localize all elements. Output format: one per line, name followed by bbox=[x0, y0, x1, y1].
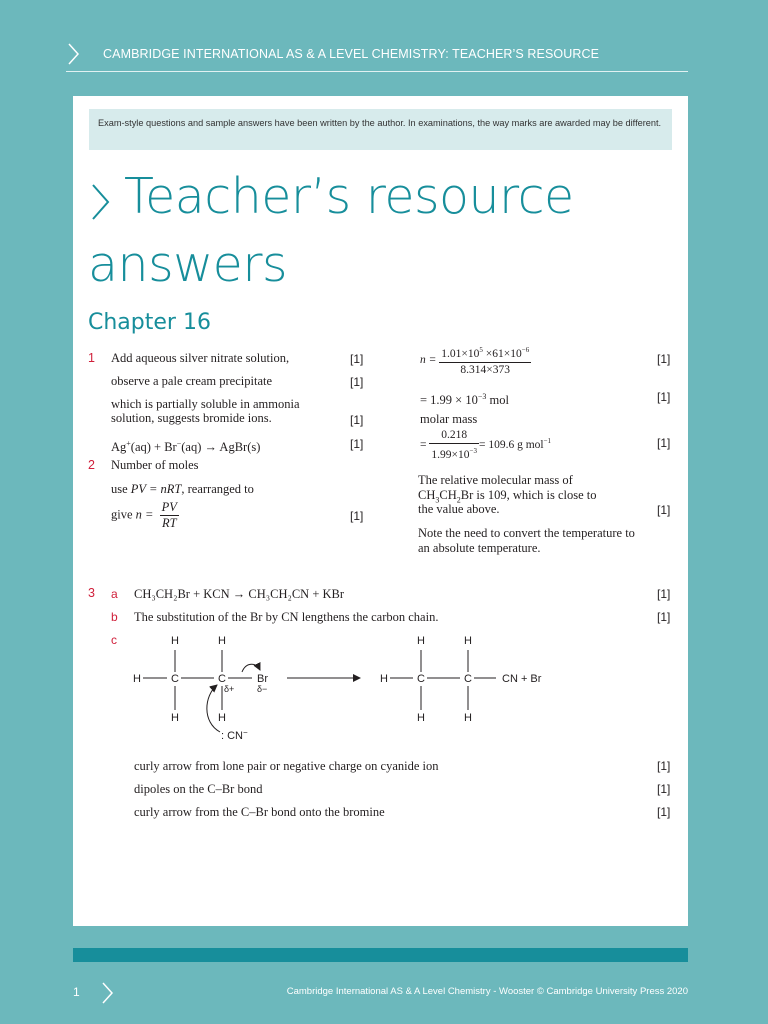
answer-line: The substitution of the Br by CN lengthens the carbon chain. bbox=[134, 610, 439, 624]
text-part: , rearranged to bbox=[181, 482, 254, 496]
cyanide-ion bbox=[221, 728, 248, 742]
atom-h: H bbox=[417, 712, 425, 724]
footer-bar bbox=[73, 948, 688, 962]
eq-sup: − bbox=[176, 439, 182, 448]
answer-line: The relative molecular mass of bbox=[418, 473, 573, 487]
answer-line: the value above. bbox=[418, 502, 500, 516]
mark: [1] bbox=[350, 352, 364, 366]
mark: [1] bbox=[350, 375, 364, 389]
charge: − bbox=[243, 728, 248, 737]
atom-h: H bbox=[417, 635, 425, 647]
exponent: −6 bbox=[521, 346, 530, 354]
numerator bbox=[439, 343, 531, 363]
question-number: 1 bbox=[88, 351, 95, 365]
formula: n = bbox=[420, 354, 437, 367]
mark: [1] bbox=[657, 782, 671, 796]
exponent: 5 bbox=[479, 346, 483, 354]
product-tail: CN + Br bbox=[502, 673, 542, 685]
curly-arrow bbox=[242, 664, 260, 672]
answer-line: molar mass bbox=[420, 412, 478, 426]
fraction bbox=[439, 343, 531, 378]
answer-line: dipoles on the C–Br bond bbox=[134, 782, 263, 796]
denominator: RT bbox=[161, 516, 177, 530]
header-title: CAMBRIDGE INTERNATIONAL AS & A LEVEL CHEMISTRY: TEACHER’S RESOURCE bbox=[103, 47, 600, 61]
text-part: = 1.99 × 10 bbox=[420, 393, 478, 408]
result bbox=[420, 389, 509, 408]
curly-arrow bbox=[207, 685, 220, 732]
answer-line: curly arrow from the C–Br bond onto the bromine bbox=[134, 805, 385, 819]
mark: [1] bbox=[350, 413, 364, 427]
calculation bbox=[420, 343, 531, 378]
atom-h: H bbox=[380, 673, 388, 685]
chapter-heading: Chapter 16 bbox=[88, 310, 211, 335]
text-part: mol bbox=[486, 393, 509, 408]
text-part: use bbox=[111, 482, 131, 496]
chevron-right-icon bbox=[66, 42, 80, 66]
notice-box bbox=[89, 109, 672, 150]
mark: [1] bbox=[657, 352, 671, 366]
text-part: = 109.6 g mol bbox=[478, 439, 544, 452]
answer-line: Add aqueous silver nitrate solution, bbox=[111, 351, 290, 365]
mark: [1] bbox=[657, 610, 671, 624]
eq-part: (aq) + Br bbox=[130, 440, 177, 455]
page-title: Teacher’s resource bbox=[124, 168, 574, 225]
mark: [1] bbox=[657, 436, 671, 450]
subscript: 3 bbox=[435, 495, 440, 505]
answer-line bbox=[111, 482, 254, 497]
mark: [1] bbox=[350, 509, 364, 523]
mark: [1] bbox=[657, 390, 671, 404]
mechanism-diagram bbox=[120, 628, 560, 748]
atom-h: H bbox=[218, 712, 226, 724]
formula: PV = nRT bbox=[130, 482, 182, 496]
text-part: CH bbox=[418, 488, 436, 502]
question-number: 2 bbox=[88, 458, 95, 472]
atom-br: Br bbox=[257, 673, 268, 685]
subpart-label: a bbox=[111, 587, 118, 601]
mark: [1] bbox=[350, 437, 364, 451]
atom-h: H bbox=[218, 635, 226, 647]
dipole-minus: δ− bbox=[257, 684, 268, 694]
equation: CH₃CH₂Br + KCN → CH₃CH₂CN + KBr bbox=[134, 587, 345, 601]
atom-c: C bbox=[464, 673, 472, 685]
equation bbox=[111, 436, 260, 455]
header-divider bbox=[66, 71, 688, 72]
eq-sup: + bbox=[126, 439, 131, 448]
mark: [1] bbox=[657, 503, 671, 517]
atom-c: C bbox=[171, 673, 179, 685]
cyanide-label: : CN bbox=[221, 730, 243, 742]
numerator: PV bbox=[161, 500, 177, 514]
subscript: 2 bbox=[456, 495, 461, 505]
answer-line: an absolute temperature. bbox=[418, 541, 541, 555]
fraction bbox=[429, 428, 479, 463]
chevron-right-icon[interactable] bbox=[100, 981, 114, 1005]
text-part: 1.99×10 bbox=[431, 448, 470, 461]
subpart-label: b bbox=[111, 610, 118, 624]
atom-h: H bbox=[171, 712, 179, 724]
page-number: 1 bbox=[73, 985, 80, 999]
denominator: 8.314×373 bbox=[460, 363, 511, 376]
footer-credit: Cambridge International AS & A Level Chemistry - Wooster © Cambridge University Press 2020 bbox=[286, 986, 688, 997]
answer-line: which is partially soluble in ammonia bbox=[111, 397, 300, 411]
text-part: give bbox=[111, 507, 136, 522]
exponent: −1 bbox=[543, 437, 552, 446]
text-part: Br is 109, which is close to bbox=[460, 488, 597, 502]
fraction bbox=[160, 500, 179, 531]
mark: [1] bbox=[657, 587, 671, 601]
answer-line: curly arrow from lone pair or negative charge on cyanide ion bbox=[134, 759, 439, 773]
exponent: −3 bbox=[469, 447, 477, 455]
page-title-line2: answers bbox=[88, 236, 288, 293]
atom-c: C bbox=[218, 673, 226, 685]
denominator bbox=[429, 444, 479, 463]
mark: [1] bbox=[657, 759, 671, 773]
mark: [1] bbox=[657, 805, 671, 819]
formula: n = bbox=[135, 507, 154, 522]
exponent: −3 bbox=[477, 392, 487, 401]
atom-c: C bbox=[417, 673, 425, 685]
subpart-label: c bbox=[111, 633, 117, 647]
formula-line bbox=[111, 500, 179, 531]
answer-line: Number of moles bbox=[111, 458, 199, 472]
answer-line: solution, suggests bromide ions. bbox=[111, 411, 272, 425]
dipole-plus: δ+ bbox=[224, 684, 235, 694]
atom-h: H bbox=[133, 673, 141, 685]
question-number: 3 bbox=[88, 586, 95, 600]
chevron-right-icon bbox=[90, 182, 112, 222]
answer-line: Note the need to convert the temperature to bbox=[418, 526, 635, 540]
notice-text: Exam-style questions and sample answers have been written by the author. In examinations, the way marks are awarded may be different. bbox=[98, 118, 662, 128]
atom-h: H bbox=[464, 712, 472, 724]
eq-part: (aq) → AgBr(s) bbox=[181, 440, 261, 455]
atom-h: H bbox=[464, 635, 472, 647]
atom-h: H bbox=[171, 635, 179, 647]
calculation bbox=[420, 428, 551, 463]
text-part: = bbox=[420, 439, 427, 452]
text-part: 1.01×10 bbox=[441, 347, 480, 360]
answer-line: observe a pale cream precipitate bbox=[111, 374, 273, 388]
text-part: ×61×10 bbox=[482, 347, 522, 360]
text-part: CH bbox=[439, 488, 457, 502]
eq-part: Ag bbox=[111, 440, 127, 455]
numerator: 0.218 bbox=[429, 428, 479, 444]
